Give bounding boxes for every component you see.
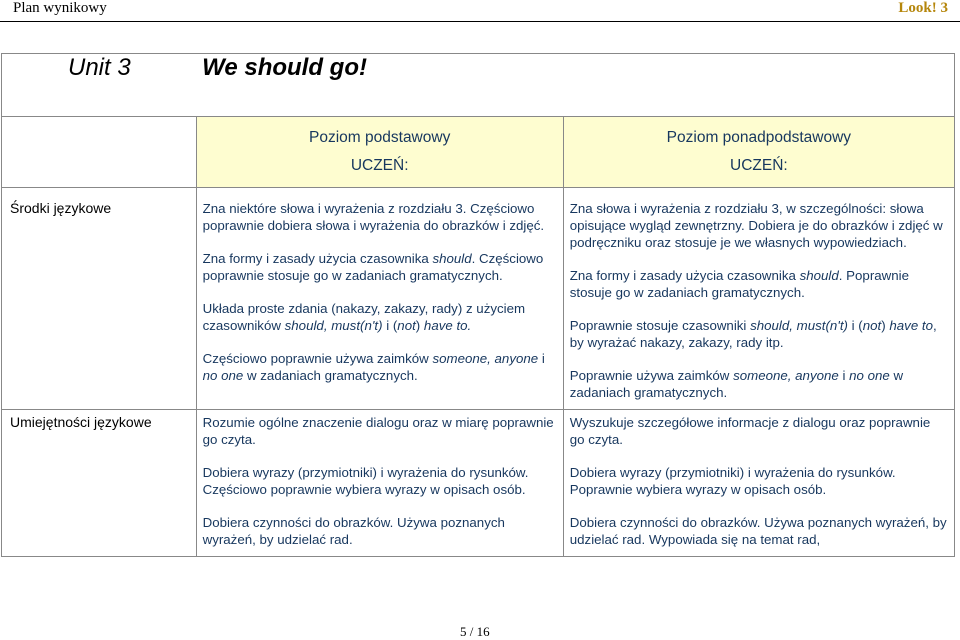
criterion: Rozumie ogólne znaczenie dialogu oraz w miarę poprawnie go czyta.: [202, 415, 554, 447]
page-header: [0, 0, 960, 22]
criterion: Dobiera wyrazy (przymiotniki) i wyrażenia do rysunków. Częściowo poprawnie wybiera wyrazy w opisach osób.: [202, 465, 529, 497]
criterion: Poprawnie używa zaimków someone, anyone i no one w zadaniach gramatycznych.: [569, 368, 904, 400]
unit-title: We should go!: [202, 54, 367, 81]
unit-label: Unit 3: [68, 54, 131, 81]
row-label: Umiejętności językowe: [10, 414, 152, 430]
row-umiejetnosci: [2, 410, 955, 557]
level-row: [2, 117, 955, 188]
basic-cell: [196, 410, 563, 557]
criterion: Układa proste zdania (nakazy, zakazy, rady) z użyciem czasowników should, must(n't) i (not) have to.: [202, 301, 526, 333]
criterion: Wyszukuje szczegółowe informacje z dialogu oraz poprawnie go czyta.: [569, 415, 931, 447]
row-label: Środki językowe: [10, 200, 112, 216]
criterion: Częściowo poprawnie używa zaimków someone, anyone i no one w zadaniach gramatycznych.: [202, 351, 545, 383]
criterion: Dobiera czynności do obrazków. Używa poznanych wyrażeń, by udzielać rad.: [202, 515, 505, 547]
level-basic-name: Poziom podstawowy: [309, 129, 451, 146]
level-advanced-uczen: UCZEŃ:: [730, 157, 788, 174]
document-title: Plan wynikowy: [13, 0, 107, 16]
basic-cell: [196, 188, 563, 410]
book-title: Look! 3: [898, 0, 948, 16]
advanced-cell: [563, 188, 954, 410]
level-basic-uczen: UCZEŃ:: [350, 157, 409, 174]
criterion: Zna formy i zasady użycia czasownika should. Poprawnie stosuje go w zadaniach gramatycznych.: [569, 268, 909, 300]
level-advanced-name: Poziom ponadpodstawowy: [666, 129, 852, 146]
header-rule: [0, 21, 960, 22]
criterion: Dobiera czynności do obrazków. Używa poznanych wyrażeń, by udzielać rad. Wypowiada się na temat rad,: [569, 515, 947, 547]
level-advanced: [563, 117, 954, 188]
criterion: Zna słowa i wyrażenia z rozdziału 3, w szczególności: słowa opisujące wygląd zewnętrzny. Dobiera je do obrazków i zdjęć w podręczniku oraz stosuje je we własnych wypowiedziach.: [569, 201, 943, 250]
criterion: Zna formy i zasady użycia czasownika should. Częściowo poprawnie stosuje go w zadaniach gramatycznych.: [202, 251, 544, 283]
page-number: 5 / 16: [460, 624, 490, 639]
level-basic: [196, 117, 563, 188]
advanced-cell: [563, 410, 954, 557]
criterion: Dobiera wyrazy (przymiotniki) i wyrażenia do rysunków. Poprawnie wybiera wyrazy w opisach osób.: [569, 465, 896, 497]
row-srodki: [2, 188, 955, 410]
unit-row: [2, 54, 955, 117]
criterion: Poprawnie stosuje czasowniki should, must(n't) i (not) have to, by wyrażać nakazy, zakazy, rady itp.: [569, 318, 937, 350]
plan-table: [1, 53, 955, 557]
criterion: Zna niektóre słowa i wyrażenia z rozdziału 3. Częściowo poprawnie dobiera słowa i wyrażenia do obrazków i zdjęć.: [202, 201, 545, 233]
